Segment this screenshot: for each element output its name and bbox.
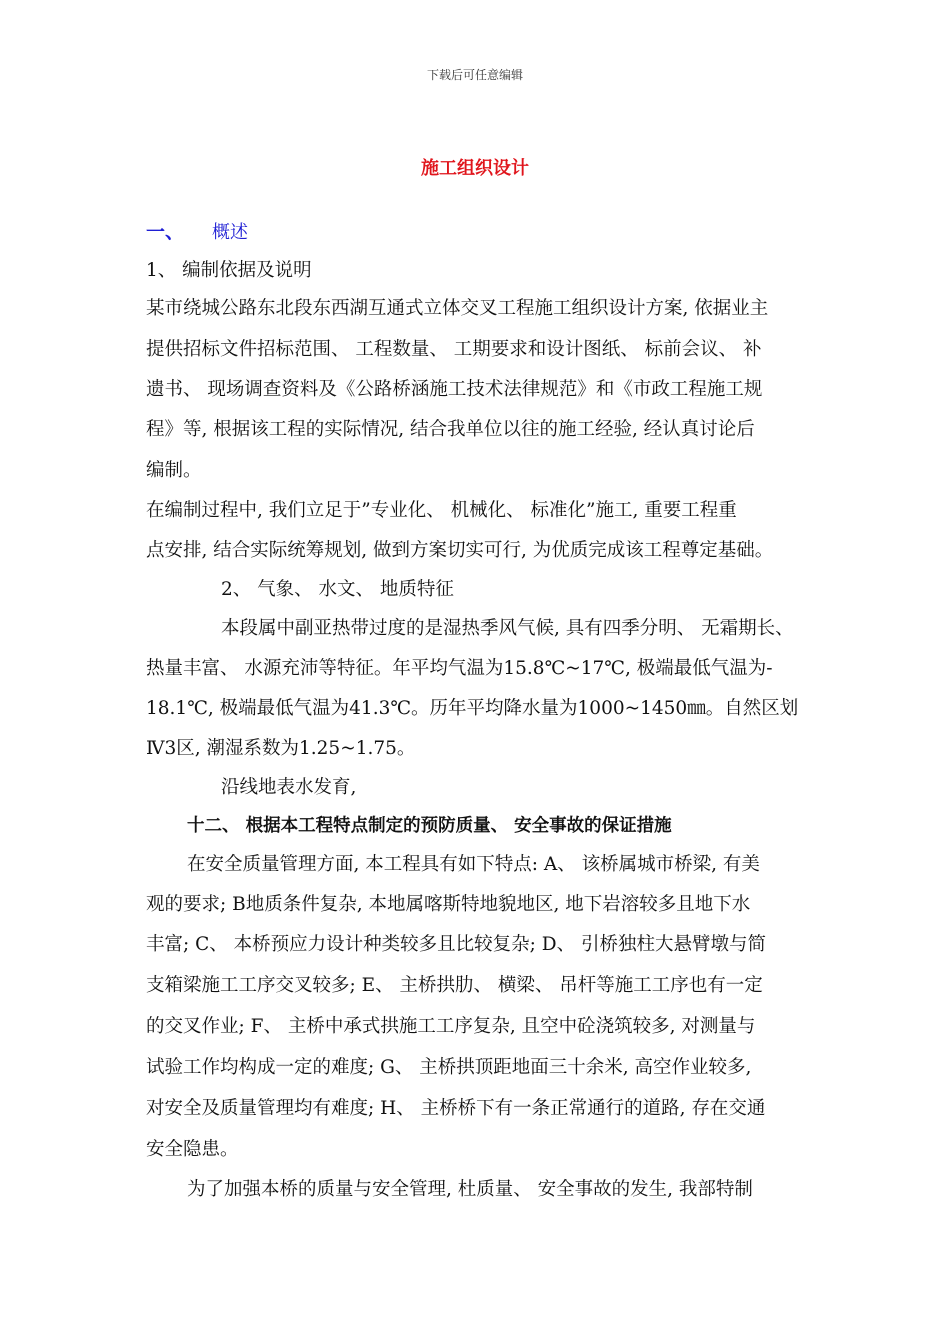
paragraph-line: 遗书、 现场调查资料及《公路桥涵施工技术法律规范》和《市政工程施工规 (146, 379, 763, 400)
document-title: 施工组织设计 (421, 158, 529, 179)
paragraph-line: 试验工作均构成一定的难度; G、 主桥拱顶距地面三十余米, 高空作业较多, (146, 1057, 752, 1078)
paragraph-line: 18.1℃, 极端最低气温为41.3℃。历年平均降水量为1000~1450㎜。自然区划 (146, 698, 799, 719)
paragraph-line: 为了加强本桥的质量与安全管理, 杜质量、 安全事故的发生, 我部特制 (187, 1179, 753, 1200)
paragraph-line: 在编制过程中, 我们立足于”专业化、 机械化、 标准化”施工, 重要工程重 (146, 500, 737, 521)
paragraph-line: Ⅳ3区, 潮湿系数为1.25~1.75。 (146, 738, 416, 759)
paragraph-line: 的交叉作业; F、 主桥中承式拱施工工序复杂, 且空中砼浇筑较多, 对测量与 (146, 1016, 756, 1037)
paragraph-line: 支箱梁施工工序交叉较多; E、 主桥拱肋、 横梁、 吊杆等施工工序也有一定 (146, 975, 763, 996)
paragraph-line: 某市绕城公路东北段东西湖互通式立体交叉工程施工组织设计方案, 依据业主 (146, 298, 769, 319)
paragraph-line: 沿线地表水发育, (221, 777, 357, 798)
paragraph-line: 丰富; C、 本桥预应力设计种类较多且比较复杂; D、 引桥独柱大悬臂墩与简 (146, 934, 766, 955)
header-note: 下载后可任意编辑 (426, 68, 523, 82)
paragraph-line: 在安全质量管理方面, 本工程具有如下特点: A、 该桥属城市桥梁, 有美 (187, 854, 760, 875)
paragraph-line: 编制。 (146, 460, 202, 481)
section-number: 一、 (146, 221, 185, 243)
paragraph-line: 本段属中副亚热带过度的是湿热季风气候, 具有四季分明、 无霜期长、 (221, 618, 794, 639)
paragraph-line: 点安排, 结合实际统筹规划, 做到方案切实可行, 为优质完成该工程尊定基础。 (146, 540, 774, 561)
paragraph-line: 安全隐患。 (146, 1139, 239, 1160)
subsection-heading: 1、 编制依据及说明 (146, 260, 312, 281)
paragraph-line: 程》等, 根据该工程的实际情况, 结合我单位以往的施工经验, 经认真讨论后 (146, 419, 755, 440)
paragraph-line: 热量丰富、 水源充沛等特征。年平均气温为15.8℃~17℃, 极端最低气温为- (146, 658, 773, 679)
paragraph-line: 观的要求; B地质条件复杂, 本地属喀斯特地貌地区, 地下岩溶较多且地下水 (146, 894, 751, 915)
subsection-heading: 2、 气象、 水文、 地质特征 (221, 579, 454, 600)
section-heading: 十二、 根据本工程特点制定的预防质量、 安全事故的保证措施 (187, 816, 672, 836)
section-title: 概述 (212, 222, 248, 243)
paragraph-line: 对安全及质量管理均有难度; H、 主桥桥下有一条正常通行的道路, 存在交通 (146, 1098, 766, 1119)
paragraph-line: 提供招标文件招标范围、 工程数量、 工期要求和设计图纸、 标前会议、 补 (146, 339, 762, 360)
